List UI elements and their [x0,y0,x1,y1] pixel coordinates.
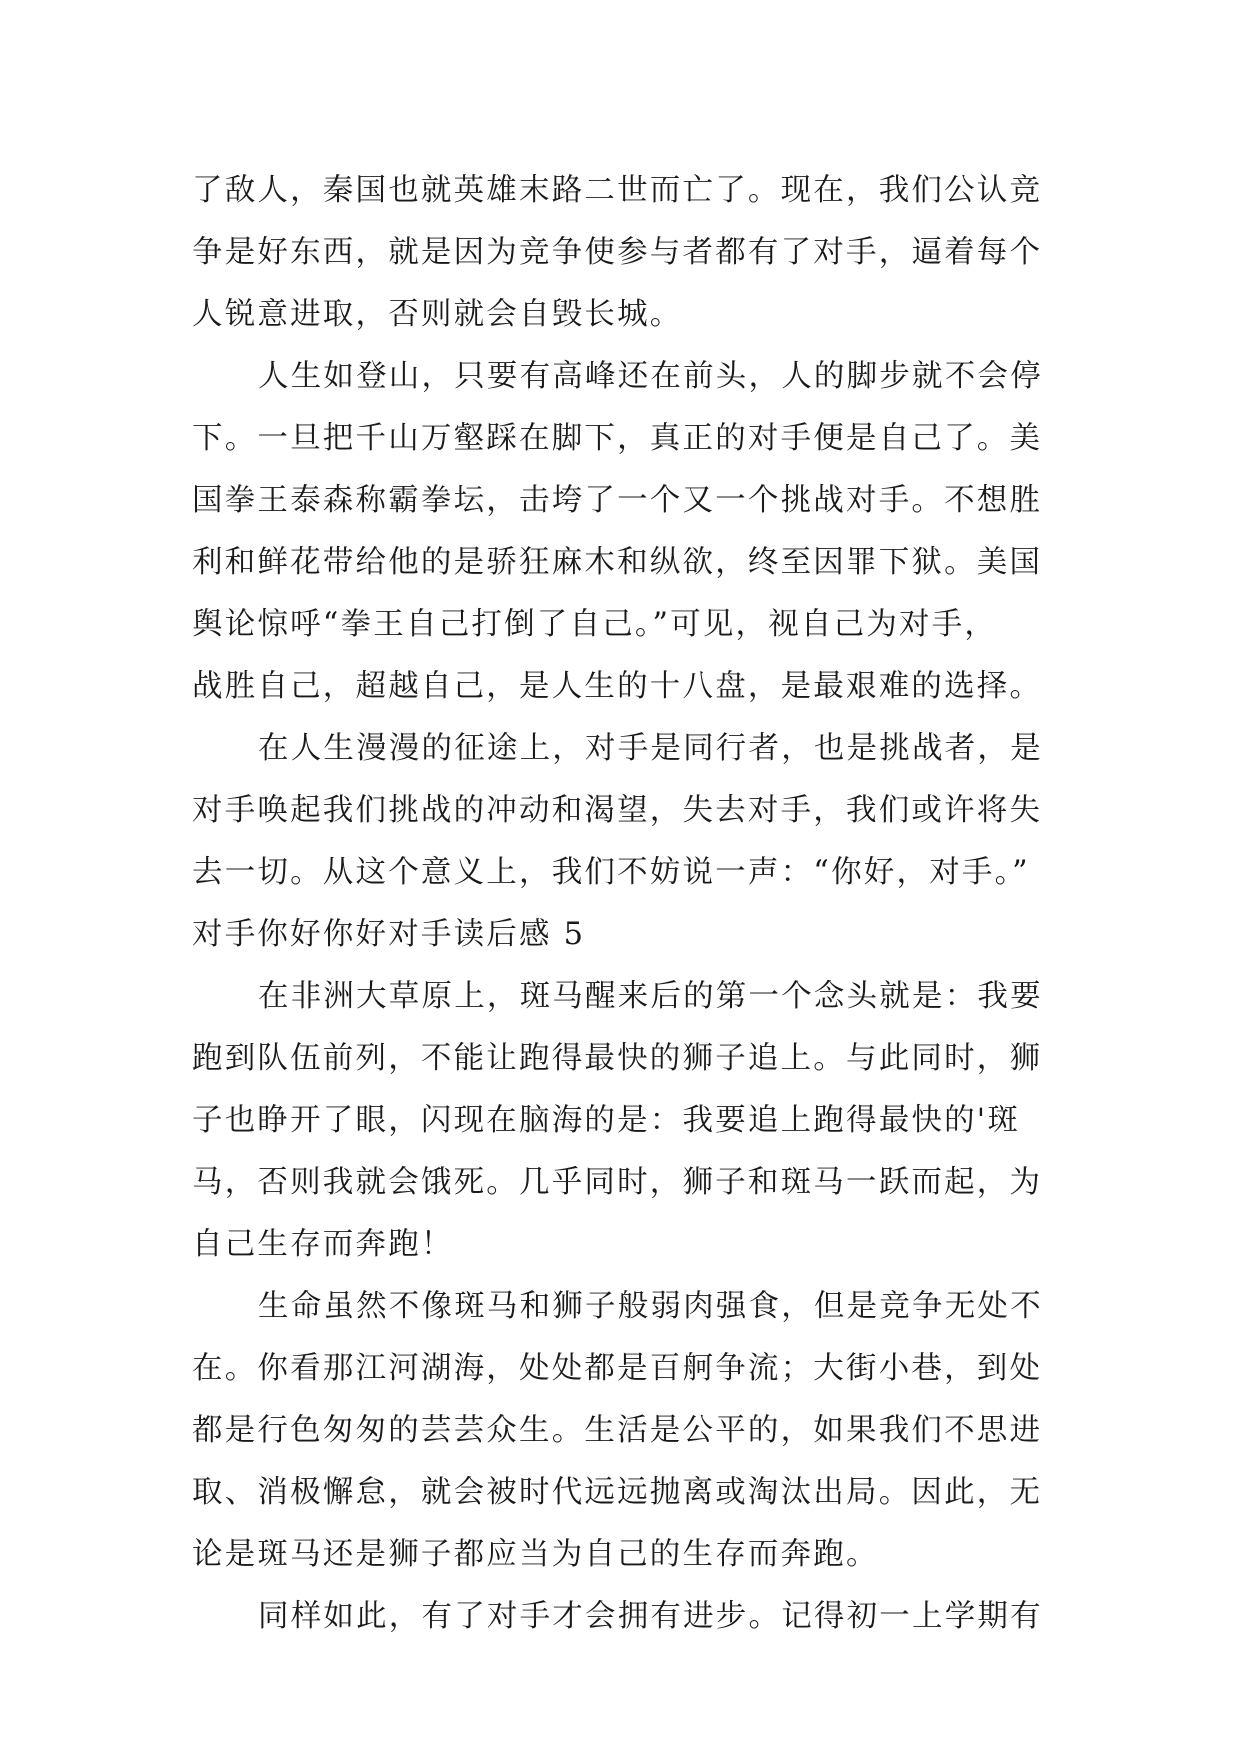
text-line: 跑到队伍前列，不能让跑得最快的狮子追上。与此同时，狮 [192,1041,1043,1076]
text-line: 利和鲜花带给他的是骄狂麻木和纵欲，终至因罪下狱。美国 [192,545,1043,580]
text-line: 国拳王泰森称霸拳坛，击垮了一个又一个挑战对手。不想胜 [192,483,1043,518]
text-line: 论是斑马还是狮子都应当为自己的生存而奔跑。 [192,1537,879,1572]
text-line: 子也睁开了眼，闪现在脑海的是：我要追上跑得最快的'斑 [192,1103,1021,1138]
text-line: 战胜自己，超越自己，是人生的十八盘，是最艰难的选择。 [192,669,1043,704]
text-line: 马，否则我就会饿死。几乎同时，狮子和斑马一跃而起，为 [192,1165,1043,1200]
text-line: 对手唤起我们挑战的冲动和渴望，失去对手，我们或许将失 [192,793,1043,828]
text-line: 都是行色匆匆的芸芸众生。生活是公平的，如果我们不思进 [192,1413,1043,1448]
paragraph-first-line: 同样如此，有了对手才会拥有进步。记得初一上学期有 [258,1599,1043,1634]
paragraph-first-line: 生命虽然不像斑马和狮子般弱肉强食，但是竞争无处不 [258,1289,1043,1324]
section-heading: 对手你好你好对手读后感 5 [192,917,586,952]
paragraph-first-line: 在非洲大草原上，斑马醒来后的第一个念头就是：我要 [258,979,1043,1014]
text-line: 了敌人，秦国也就英雄末路二世而亡了。现在，我们公认竞 [192,173,1043,208]
text-line: 人锐意进取，否则就会自毁长城。 [192,297,683,332]
text-line: 自己生存而奔跑！ [192,1227,454,1262]
document-body [192,160,1062,1648]
text-line: 去一切。从这个意义上，我们不妨说一声：“你好，对手。” [192,855,1030,890]
text-line: 在。你看那江河湖海，处处都是百舸争流；大街小巷，到处 [192,1351,1043,1386]
paragraph-first-line: 在人生漫漫的征途上，对手是同行者，也是挑战者，是 [258,731,1043,766]
text-line: 舆论惊呼“拳王自己打倒了自己。”可见，视自己为对手， [192,607,998,642]
text-line: 下。一旦把千山万壑踩在脚下，真正的对手便是自己了。美 [192,421,1043,456]
text-line: 争是好东西，就是因为竞争使参与者都有了对手，逼着每个 [192,235,1043,270]
paragraph-first-line: 人生如登山，只要有高峰还在前头，人的脚步就不会停 [258,359,1043,394]
text-line: 取、消极懈怠，就会被时代远远抛离或淘汰出局。因此，无 [192,1475,1043,1510]
